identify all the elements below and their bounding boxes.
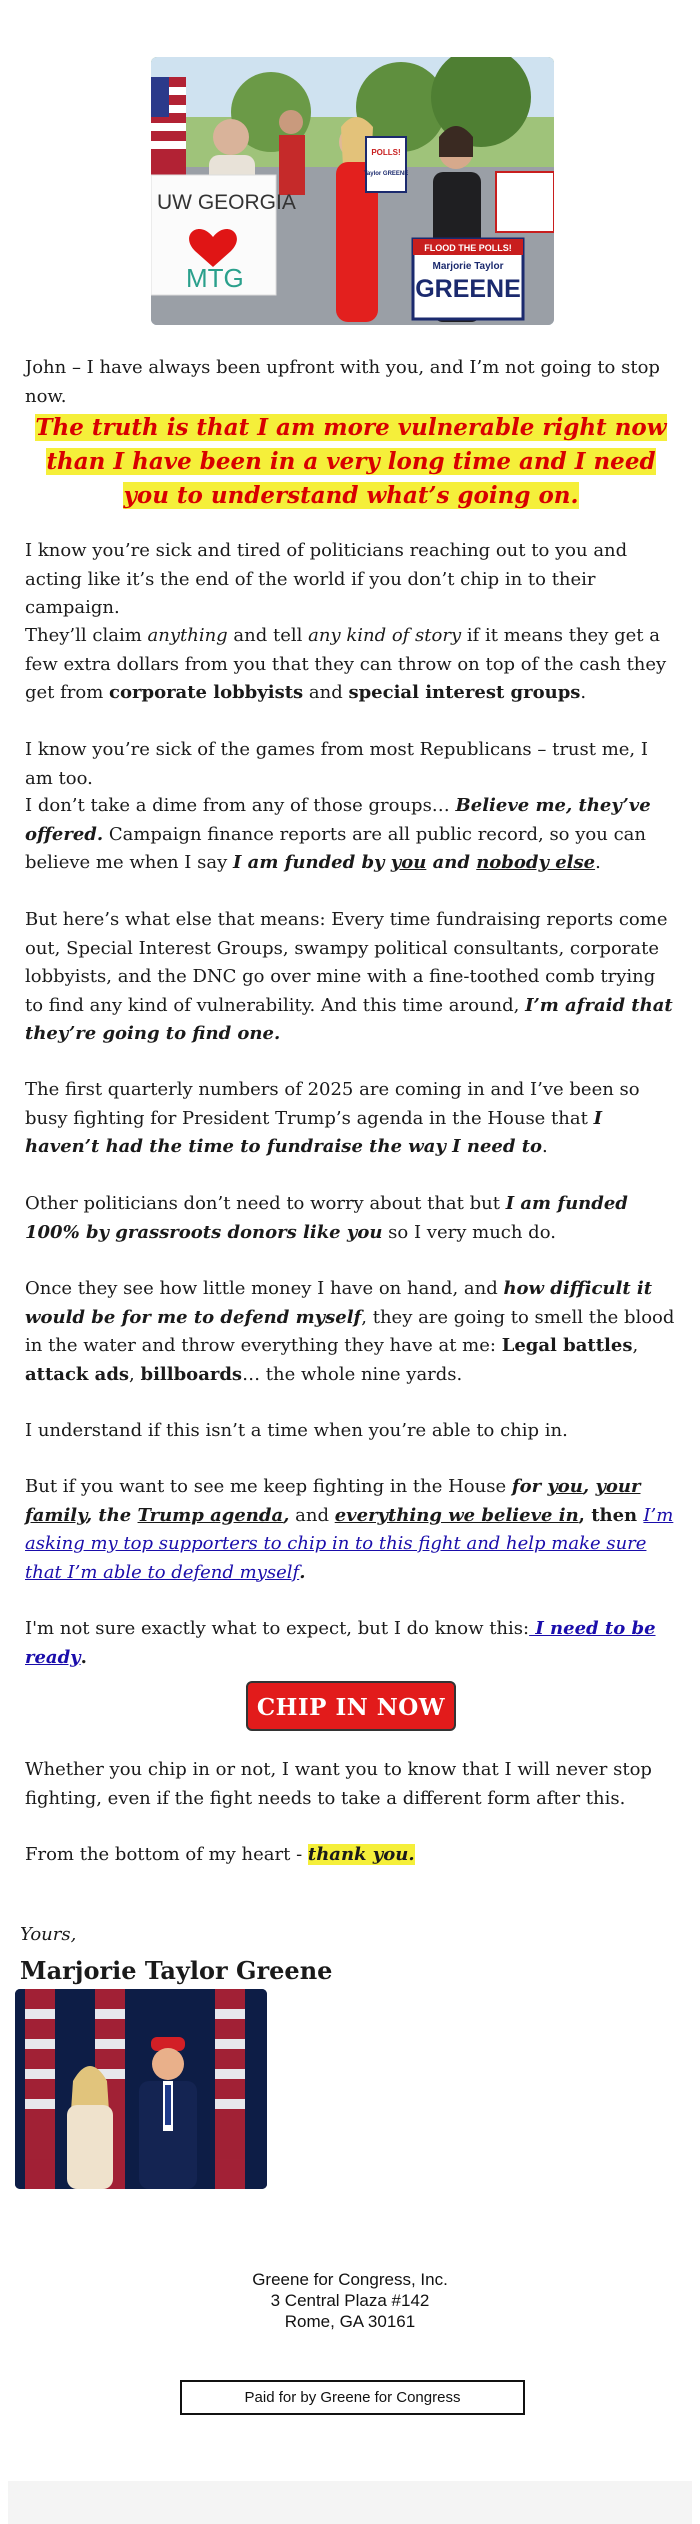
address-org: Greene for Congress, Inc.	[252, 2270, 448, 2289]
paragraph-9: I understand if this isn’t a time when you’re able to chip in.	[25, 1420, 568, 1441]
paragraph-7: Other politicians don’t need to worry about that but I am funded 100% by grassroots donors like you so I very much do.	[25, 1193, 628, 1243]
sign-right-top: FLOOD THE POLLS!	[424, 243, 512, 253]
address-street: 3 Central Plaza #142	[270, 2291, 430, 2310]
headline-text: The truth is that I am more vulnerable right now than I have been in a very long time and I need you to understand what’s going on.	[35, 414, 667, 509]
paragraph-10: But if you want to see me keep fighting in the House for you, your family, the Trump agenda, and everything we believe in, then I’m asking my top supporters to chip in to this fight and help make sure that I’m able to defend myself.	[25, 1476, 674, 1583]
sign-mid: POLLS!	[371, 148, 401, 157]
paragraph-5: But here’s what else that means: Every time fundraising reports come out, Special Interest Groups, swampy political consultants, corporate lobbyists, and the DNC go over mine with a fine-toothed comb trying to find any kind of vulnerability. And this time around, I’m afraid that they’re going to find one.	[25, 909, 673, 1044]
trump-mtg-photo	[15, 1989, 267, 2189]
paragraph-3: I know you’re sick of the games from most Republicans – trust me, I am too.	[25, 739, 648, 789]
headline	[25, 411, 677, 513]
paid-for-disclaimer: Paid for by Greene for Congress	[180, 2380, 525, 2415]
hero-photo	[151, 57, 554, 325]
defend-link[interactable]: I’m asking my top supporters to chip in to this fight and help make sure that I’m able to defend myself	[25, 1504, 674, 1583]
intro-paragraph: John – I have always been upfront with you, and I’m not going to stop now.	[25, 357, 660, 407]
sign-left-line1: UW GEORGIA	[157, 191, 296, 214]
paragraph-6: The first quarterly numbers of 2025 are coming in and I’ve been so busy fighting for President Trump’s agenda in the House that I haven’t had the time to fundraise the way I need to.	[25, 1079, 640, 1157]
paragraph-4: I don’t take a dime from any of those groups… Believe me, they’ve offered. Campaign finance reports are all public record, so you can believe me when I say I am funded by you and nobody else.	[25, 795, 651, 873]
signature: Marjorie Taylor Greene	[20, 1956, 333, 1985]
hero-photo-illustration	[151, 57, 554, 325]
thank-you-highlight: thank you.	[307, 1844, 415, 1865]
paragraph-1: I know you’re sick and tired of politicians reaching out to you and acting like it’s the end of the world if you don’t chip in to their campaign.	[25, 540, 628, 618]
address-city: Rome, GA 30161	[284, 2312, 416, 2331]
sign-right-name: Marjorie Taylor	[432, 261, 504, 272]
paragraph-13: From the bottom of my heart - thank you.	[25, 1844, 415, 1865]
sign-back: Taylor GREENE	[363, 171, 409, 177]
paragraph-12: Whether you chip in or not, I want you to know that I will never stop fighting, even if the fight needs to take a different form after this.	[25, 1759, 652, 1809]
paragraph-11: I'm not sure exactly what to expect, but I do know this: I need to be ready.	[25, 1618, 656, 1668]
sign-right-big: GREENE	[415, 275, 521, 303]
need-to-be-ready-link[interactable]: I need to be ready	[25, 1618, 656, 1668]
paragraph-2: They’ll claim anything and tell any kind of story if it means they get a few extra dollars from you that they can throw on top of the cash they get from corporate lobbyists and special interest groups.	[25, 625, 667, 703]
chip-in-now-button[interactable]: CHIP IN NOW	[246, 1681, 456, 1731]
photo-illustration	[15, 1989, 267, 2189]
sign-left-line2: MTG	[186, 263, 244, 293]
paragraph-8: Once they see how little money I have on hand, and how difficult it would be for me to defend myself, they are going to smell the blood in the water and throw everything they have at me: Legal battles, attack ads, billboards… the whole nine yards.	[25, 1278, 675, 1385]
signoff: Yours,	[20, 1924, 77, 1945]
footer-band	[8, 2481, 692, 2524]
